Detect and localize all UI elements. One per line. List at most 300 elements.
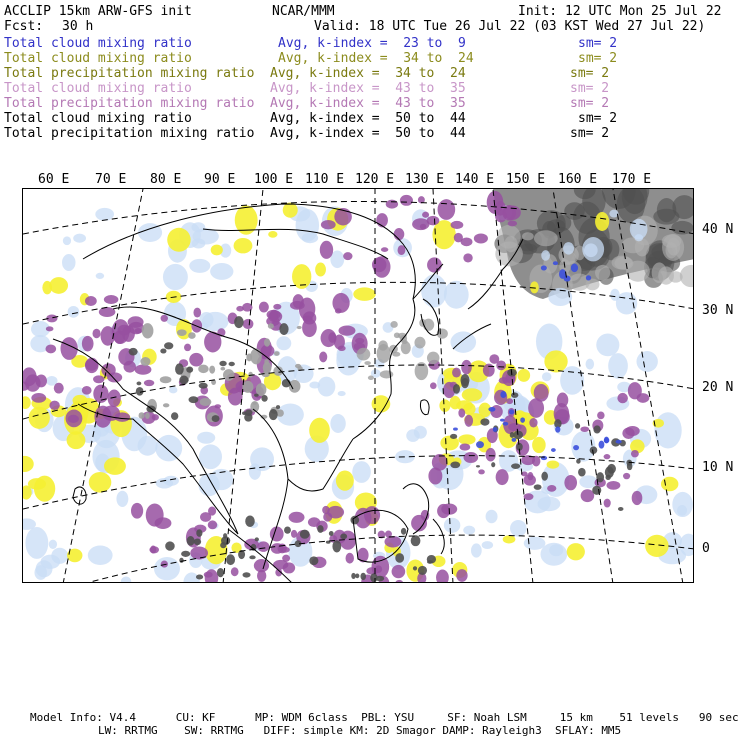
light-blue-field xyxy=(210,263,233,280)
dark-gray-core xyxy=(255,537,259,541)
light-blue-field xyxy=(537,497,560,512)
dark-gray-core xyxy=(137,382,142,386)
light-blue-field xyxy=(524,537,546,550)
legend-sm: sm= 2 xyxy=(578,36,618,51)
purple-field xyxy=(427,216,440,225)
dark-gray-core xyxy=(480,418,489,425)
blue-field xyxy=(599,441,605,449)
dark-gray-cloud xyxy=(653,209,679,225)
purple-field xyxy=(422,212,429,218)
purple-field xyxy=(82,386,92,395)
purple-field xyxy=(478,469,485,474)
blue-field xyxy=(553,261,558,265)
light-blue-field xyxy=(636,351,657,372)
gray-core xyxy=(246,353,252,361)
dark-gray-core xyxy=(129,348,138,356)
dark-gray-core xyxy=(360,573,366,580)
light-blue-field xyxy=(330,414,345,433)
purple-field xyxy=(208,520,218,529)
longitude-label: 100 E xyxy=(254,172,294,187)
dark-gray-core xyxy=(261,395,267,402)
blue-field xyxy=(586,275,591,280)
light-blue-field xyxy=(586,359,595,370)
light-blue-field xyxy=(169,387,178,394)
purple-field xyxy=(628,382,642,399)
yellow-field xyxy=(458,434,475,444)
gray-core xyxy=(188,332,196,339)
purple-field xyxy=(243,319,254,329)
blue-field xyxy=(512,438,517,442)
legend-sm: sm= 2 xyxy=(578,111,618,126)
purple-field xyxy=(35,374,47,387)
light-blue-field xyxy=(608,353,628,379)
light-blue-field xyxy=(88,545,113,565)
blue-field xyxy=(509,409,514,414)
yellow-field xyxy=(28,478,46,490)
dark-gray-core xyxy=(618,507,624,511)
latitude-label: 40 N xyxy=(702,222,734,237)
purple-field xyxy=(104,295,119,304)
light-blue-field xyxy=(444,518,460,533)
yellow-field xyxy=(104,457,126,475)
yellow-field xyxy=(456,400,473,411)
dark-gray-core xyxy=(284,526,291,533)
dark-gray-core xyxy=(219,361,226,366)
light-blue-field xyxy=(463,526,475,535)
purple-field xyxy=(280,547,290,553)
latitude-label: 30 N xyxy=(702,303,734,318)
blue-field xyxy=(488,407,495,412)
light-blue-field xyxy=(163,264,188,290)
purple-field xyxy=(580,426,589,432)
blue-field xyxy=(551,448,556,452)
light-blue-field xyxy=(560,366,584,395)
blue-field xyxy=(500,391,506,398)
light-blue-field xyxy=(95,208,114,221)
dark-gray-core xyxy=(317,525,323,533)
gray-cloud xyxy=(534,230,558,246)
map-panel xyxy=(22,188,694,583)
purple-field xyxy=(508,220,517,226)
purple-field xyxy=(381,247,388,252)
gray-core xyxy=(209,366,215,374)
gray-core xyxy=(368,376,374,381)
gray-cloud xyxy=(614,257,633,270)
blue-field xyxy=(541,265,547,270)
dark-gray-core xyxy=(511,392,518,398)
dark-gray-core xyxy=(229,362,235,366)
gray-core xyxy=(297,326,302,329)
dark-gray-core xyxy=(171,412,178,420)
purple-field xyxy=(489,354,499,364)
purple-field xyxy=(82,336,94,352)
purple-field xyxy=(617,393,628,403)
purple-field xyxy=(85,296,97,306)
longitude-label: 70 E xyxy=(95,172,127,187)
purple-field xyxy=(273,560,288,570)
purple-field xyxy=(461,238,473,247)
dark-gray-core xyxy=(179,376,188,385)
yellow-field xyxy=(23,396,31,409)
light-blue-field xyxy=(450,331,476,352)
purple-field xyxy=(430,382,437,389)
gray-core xyxy=(414,337,425,349)
purple-field xyxy=(346,553,354,564)
dark-gray-core xyxy=(413,566,417,570)
gray-core xyxy=(198,365,209,373)
yellow-field xyxy=(309,418,330,443)
purple-field xyxy=(529,418,537,427)
purple-field xyxy=(320,241,333,259)
gray-core xyxy=(220,367,225,371)
yellow-field xyxy=(89,472,112,493)
dark-gray-core xyxy=(351,573,355,579)
gray-core xyxy=(289,380,301,393)
gray-core xyxy=(223,369,234,381)
purple-field xyxy=(394,228,405,240)
light-blue-field xyxy=(189,259,210,273)
dark-gray-core xyxy=(350,516,359,525)
yellow-field xyxy=(462,388,483,401)
light-blue-field xyxy=(68,306,80,318)
purple-field xyxy=(254,559,269,572)
blue-field xyxy=(604,437,609,444)
purple-field xyxy=(66,410,83,428)
legend-field: Total precipitation mixing ratio xyxy=(4,66,255,81)
yellow-field xyxy=(315,263,326,277)
purple-field xyxy=(45,344,56,353)
purple-field xyxy=(46,326,54,331)
legend-avg: Avg, k-index = 43 to 35 xyxy=(270,96,466,111)
dark-gray-core xyxy=(164,342,173,349)
dark-gray-core xyxy=(160,349,166,354)
purple-field xyxy=(343,252,352,260)
valid-time: Valid: 18 UTC Tue 26 Jul 22 (03 KST Wed 27 Jul 22) xyxy=(314,19,706,34)
dark-gray-core xyxy=(181,551,190,557)
light-blue-field xyxy=(471,543,482,557)
purple-field xyxy=(438,199,456,220)
purple-field xyxy=(155,517,172,529)
purple-field xyxy=(372,257,386,272)
purple-field xyxy=(302,319,317,338)
longitude-label: 80 E xyxy=(150,172,182,187)
gray-core xyxy=(357,348,371,361)
yellow-field xyxy=(336,471,354,491)
purple-field xyxy=(108,389,121,407)
light-blue-field xyxy=(63,236,71,245)
light-blue-field xyxy=(318,377,336,397)
dark-gray-core xyxy=(226,554,235,565)
light-blue-field xyxy=(610,289,620,301)
gray-core xyxy=(274,351,280,356)
light-blue-field xyxy=(540,543,567,566)
dark-gray-core xyxy=(329,531,334,536)
gray-cloud xyxy=(662,234,681,248)
purple-field xyxy=(606,481,620,490)
purple-field xyxy=(597,412,604,420)
purple-field xyxy=(564,475,577,490)
purple-field xyxy=(124,361,136,373)
yellow-field xyxy=(353,287,375,301)
legend-avg: Avg, k-index = 50 to 44 xyxy=(270,126,466,141)
longitude-label: 60 E xyxy=(38,172,70,187)
dark-gray-core xyxy=(300,530,310,539)
fcst-label: Fcst: xyxy=(4,19,44,34)
purple-field xyxy=(463,253,472,262)
legend-sm: sm= 2 xyxy=(578,51,618,66)
yellow-field xyxy=(29,407,50,429)
purple-field xyxy=(451,221,464,229)
purple-field xyxy=(357,548,368,563)
yellow-field xyxy=(49,277,68,294)
dark-gray-core xyxy=(175,363,184,374)
dark-gray-core xyxy=(476,465,480,467)
dark-gray-core xyxy=(511,463,520,469)
purple-field xyxy=(131,503,143,519)
legend-avg: Avg, k-index = 34 to 24 xyxy=(270,66,466,81)
purple-field xyxy=(483,364,495,377)
purple-field xyxy=(386,200,398,209)
gray-core xyxy=(163,403,169,407)
dark-gray-core xyxy=(411,535,421,546)
longitude-label: 170 E xyxy=(612,172,652,187)
gray-core xyxy=(364,361,371,365)
latitude-label: 20 N xyxy=(702,380,734,395)
light-blue-field xyxy=(609,210,618,218)
purple-field xyxy=(623,473,630,479)
purple-field xyxy=(184,344,191,352)
dark-gray-core xyxy=(592,486,601,495)
dark-gray-core xyxy=(276,405,280,409)
light-blue-field xyxy=(49,540,57,549)
purple-field xyxy=(474,233,488,243)
light-blue-field xyxy=(276,336,291,350)
gray-core xyxy=(142,323,154,338)
purple-field xyxy=(270,310,278,321)
purple-field xyxy=(323,512,332,521)
dark-gray-core xyxy=(460,374,469,386)
gray-core xyxy=(160,376,172,383)
plot-title: ACCLIP 15km ARW-GFS init xyxy=(4,4,192,19)
dark-gray-core xyxy=(534,484,542,490)
dark-gray-core xyxy=(179,558,183,563)
dark-gray-core xyxy=(627,463,633,471)
purple-field xyxy=(273,304,281,310)
purple-field xyxy=(85,359,98,371)
model-info-line2: LW: RRTMG SW: RRTMG DIFF: simple KM: 2D Smagor DAMP: Rayleigh3 SFLAY: MM5 xyxy=(98,724,622,737)
dark-gray-core xyxy=(418,566,427,575)
yellow-field xyxy=(532,437,546,453)
gray-core xyxy=(140,357,150,366)
fcst-value: 30 h xyxy=(62,19,94,34)
blue-field xyxy=(559,269,566,279)
legend-avg: Avg, k-index = 50 to 44 xyxy=(270,111,466,126)
light-blue-field xyxy=(155,435,182,461)
blue-field xyxy=(573,445,579,450)
legend-avg: Avg, k-index = 34 to 24 xyxy=(278,51,474,66)
taiwan xyxy=(420,400,429,415)
gray-core xyxy=(427,352,440,364)
purple-field xyxy=(144,380,154,386)
light-blue-field xyxy=(634,234,643,241)
purple-field xyxy=(231,567,239,576)
dark-gray-core xyxy=(309,556,318,565)
purple-field xyxy=(93,375,104,383)
purple-field xyxy=(400,195,413,206)
light-blue-field xyxy=(154,557,180,580)
purple-field xyxy=(392,565,406,578)
dark-gray-core xyxy=(223,533,227,538)
dark-gray-core xyxy=(242,572,250,577)
dark-gray-core xyxy=(541,472,548,481)
gray-core xyxy=(380,370,394,378)
dark-gray-core xyxy=(234,316,244,328)
gray-core xyxy=(390,321,397,328)
dark-gray-core xyxy=(279,323,288,335)
gray-cloud xyxy=(595,265,610,280)
map-canvas xyxy=(23,189,694,583)
gray-core xyxy=(242,381,253,393)
light-blue-field xyxy=(486,510,498,523)
legend-field: Total cloud mixing ratio xyxy=(4,51,192,66)
purple-field xyxy=(149,546,159,553)
dark-gray-cloud xyxy=(671,221,693,235)
purple-field xyxy=(293,294,304,309)
yellow-field xyxy=(595,212,609,231)
dark-gray-core xyxy=(187,536,195,546)
field-overlays xyxy=(23,189,694,583)
yellow-field xyxy=(544,350,567,372)
legend-field: Total precipitation mixing ratio xyxy=(4,96,255,111)
purple-field xyxy=(398,245,406,255)
purple-field xyxy=(204,572,213,578)
purple-field xyxy=(436,569,449,583)
dark-gray-core xyxy=(332,540,341,552)
latitude-label: 10 N xyxy=(702,460,734,475)
gray-core xyxy=(145,412,150,419)
legend-sm: sm= 2 xyxy=(570,96,610,111)
center-label: NCAR/MMM xyxy=(272,4,335,19)
dark-gray-core xyxy=(355,574,359,579)
yellow-field xyxy=(234,238,253,253)
purple-field xyxy=(114,330,125,343)
purple-field xyxy=(604,454,611,459)
yellow-field xyxy=(73,395,88,406)
purple-field xyxy=(581,489,595,502)
purple-field xyxy=(208,506,216,515)
dark-gray-core xyxy=(395,553,404,563)
yellow-field xyxy=(211,245,223,256)
yellow-field xyxy=(67,431,86,449)
light-blue-field xyxy=(73,234,86,243)
legend-field: Total cloud mixing ratio xyxy=(4,81,192,96)
light-blue-field xyxy=(116,491,128,507)
latitude-label: 0 xyxy=(702,541,710,556)
blue-field xyxy=(555,426,560,432)
gray-core xyxy=(263,362,272,374)
gray-cloud xyxy=(522,232,534,240)
dark-gray-core xyxy=(593,425,600,433)
yellow-field xyxy=(268,231,277,238)
yellow-field xyxy=(167,228,190,252)
purple-field xyxy=(92,329,100,338)
purple-field xyxy=(508,423,522,431)
purple-field xyxy=(257,541,269,551)
purple-field xyxy=(464,415,473,427)
purple-field xyxy=(54,383,64,394)
gray-core xyxy=(177,329,187,336)
purple-field xyxy=(193,308,201,318)
purple-field xyxy=(452,368,461,378)
purple-field xyxy=(99,307,116,317)
blue-field xyxy=(476,441,484,448)
dark-gray-core xyxy=(189,396,199,403)
dark-gray-core xyxy=(269,409,278,420)
light-blue-field xyxy=(414,426,427,439)
yellow-field xyxy=(645,535,669,557)
purple-field xyxy=(395,580,403,583)
legend-avg: Avg, k-index = 43 to 35 xyxy=(270,81,466,96)
light-blue-field xyxy=(199,444,222,469)
yellow-field xyxy=(439,399,450,412)
longitude-label: 150 E xyxy=(506,172,546,187)
purple-field xyxy=(321,220,336,229)
light-blue-field xyxy=(62,254,76,271)
dark-gray-core xyxy=(605,475,610,480)
purple-field xyxy=(458,408,465,417)
dark-gray-core xyxy=(510,432,515,438)
dark-gray-core xyxy=(491,462,495,467)
light-blue-field xyxy=(584,243,598,257)
init-time: Init: 12 UTC Mon 25 Jul 22 xyxy=(518,4,722,19)
dark-gray-core xyxy=(575,423,580,429)
purple-field xyxy=(214,404,221,408)
purple-field xyxy=(506,398,513,404)
light-blue-field xyxy=(121,577,131,583)
gray-core xyxy=(423,319,435,331)
light-blue-field xyxy=(563,242,574,254)
purple-field xyxy=(338,346,346,351)
purple-field xyxy=(135,328,142,334)
purple-field xyxy=(376,213,388,227)
purple-field xyxy=(524,493,534,500)
dark-gray-core xyxy=(401,528,406,535)
dark-gray-core xyxy=(220,542,226,548)
purple-field xyxy=(604,499,611,508)
purple-field xyxy=(486,448,496,462)
blue-field xyxy=(500,419,505,422)
dark-gray-core xyxy=(427,560,433,564)
purple-field xyxy=(632,491,643,505)
yellow-field xyxy=(503,535,516,543)
gray-core xyxy=(377,344,391,363)
light-blue-field xyxy=(482,541,493,549)
purple-field xyxy=(190,547,208,560)
longitude-label: 160 E xyxy=(558,172,598,187)
light-blue-field xyxy=(302,233,318,243)
dark-gray-core xyxy=(242,412,247,415)
dark-gray-core xyxy=(513,430,523,439)
legend-sm: sm= 2 xyxy=(570,66,610,81)
light-blue-field xyxy=(510,520,527,537)
legend-field: Total cloud mixing ratio xyxy=(4,36,192,51)
purple-field xyxy=(259,302,269,313)
light-blue-field xyxy=(34,565,46,580)
light-blue-field xyxy=(96,273,104,279)
legend-field: Total precipitation mixing ratio xyxy=(4,126,255,141)
blue-field xyxy=(493,427,498,432)
dark-gray-core xyxy=(212,415,220,422)
